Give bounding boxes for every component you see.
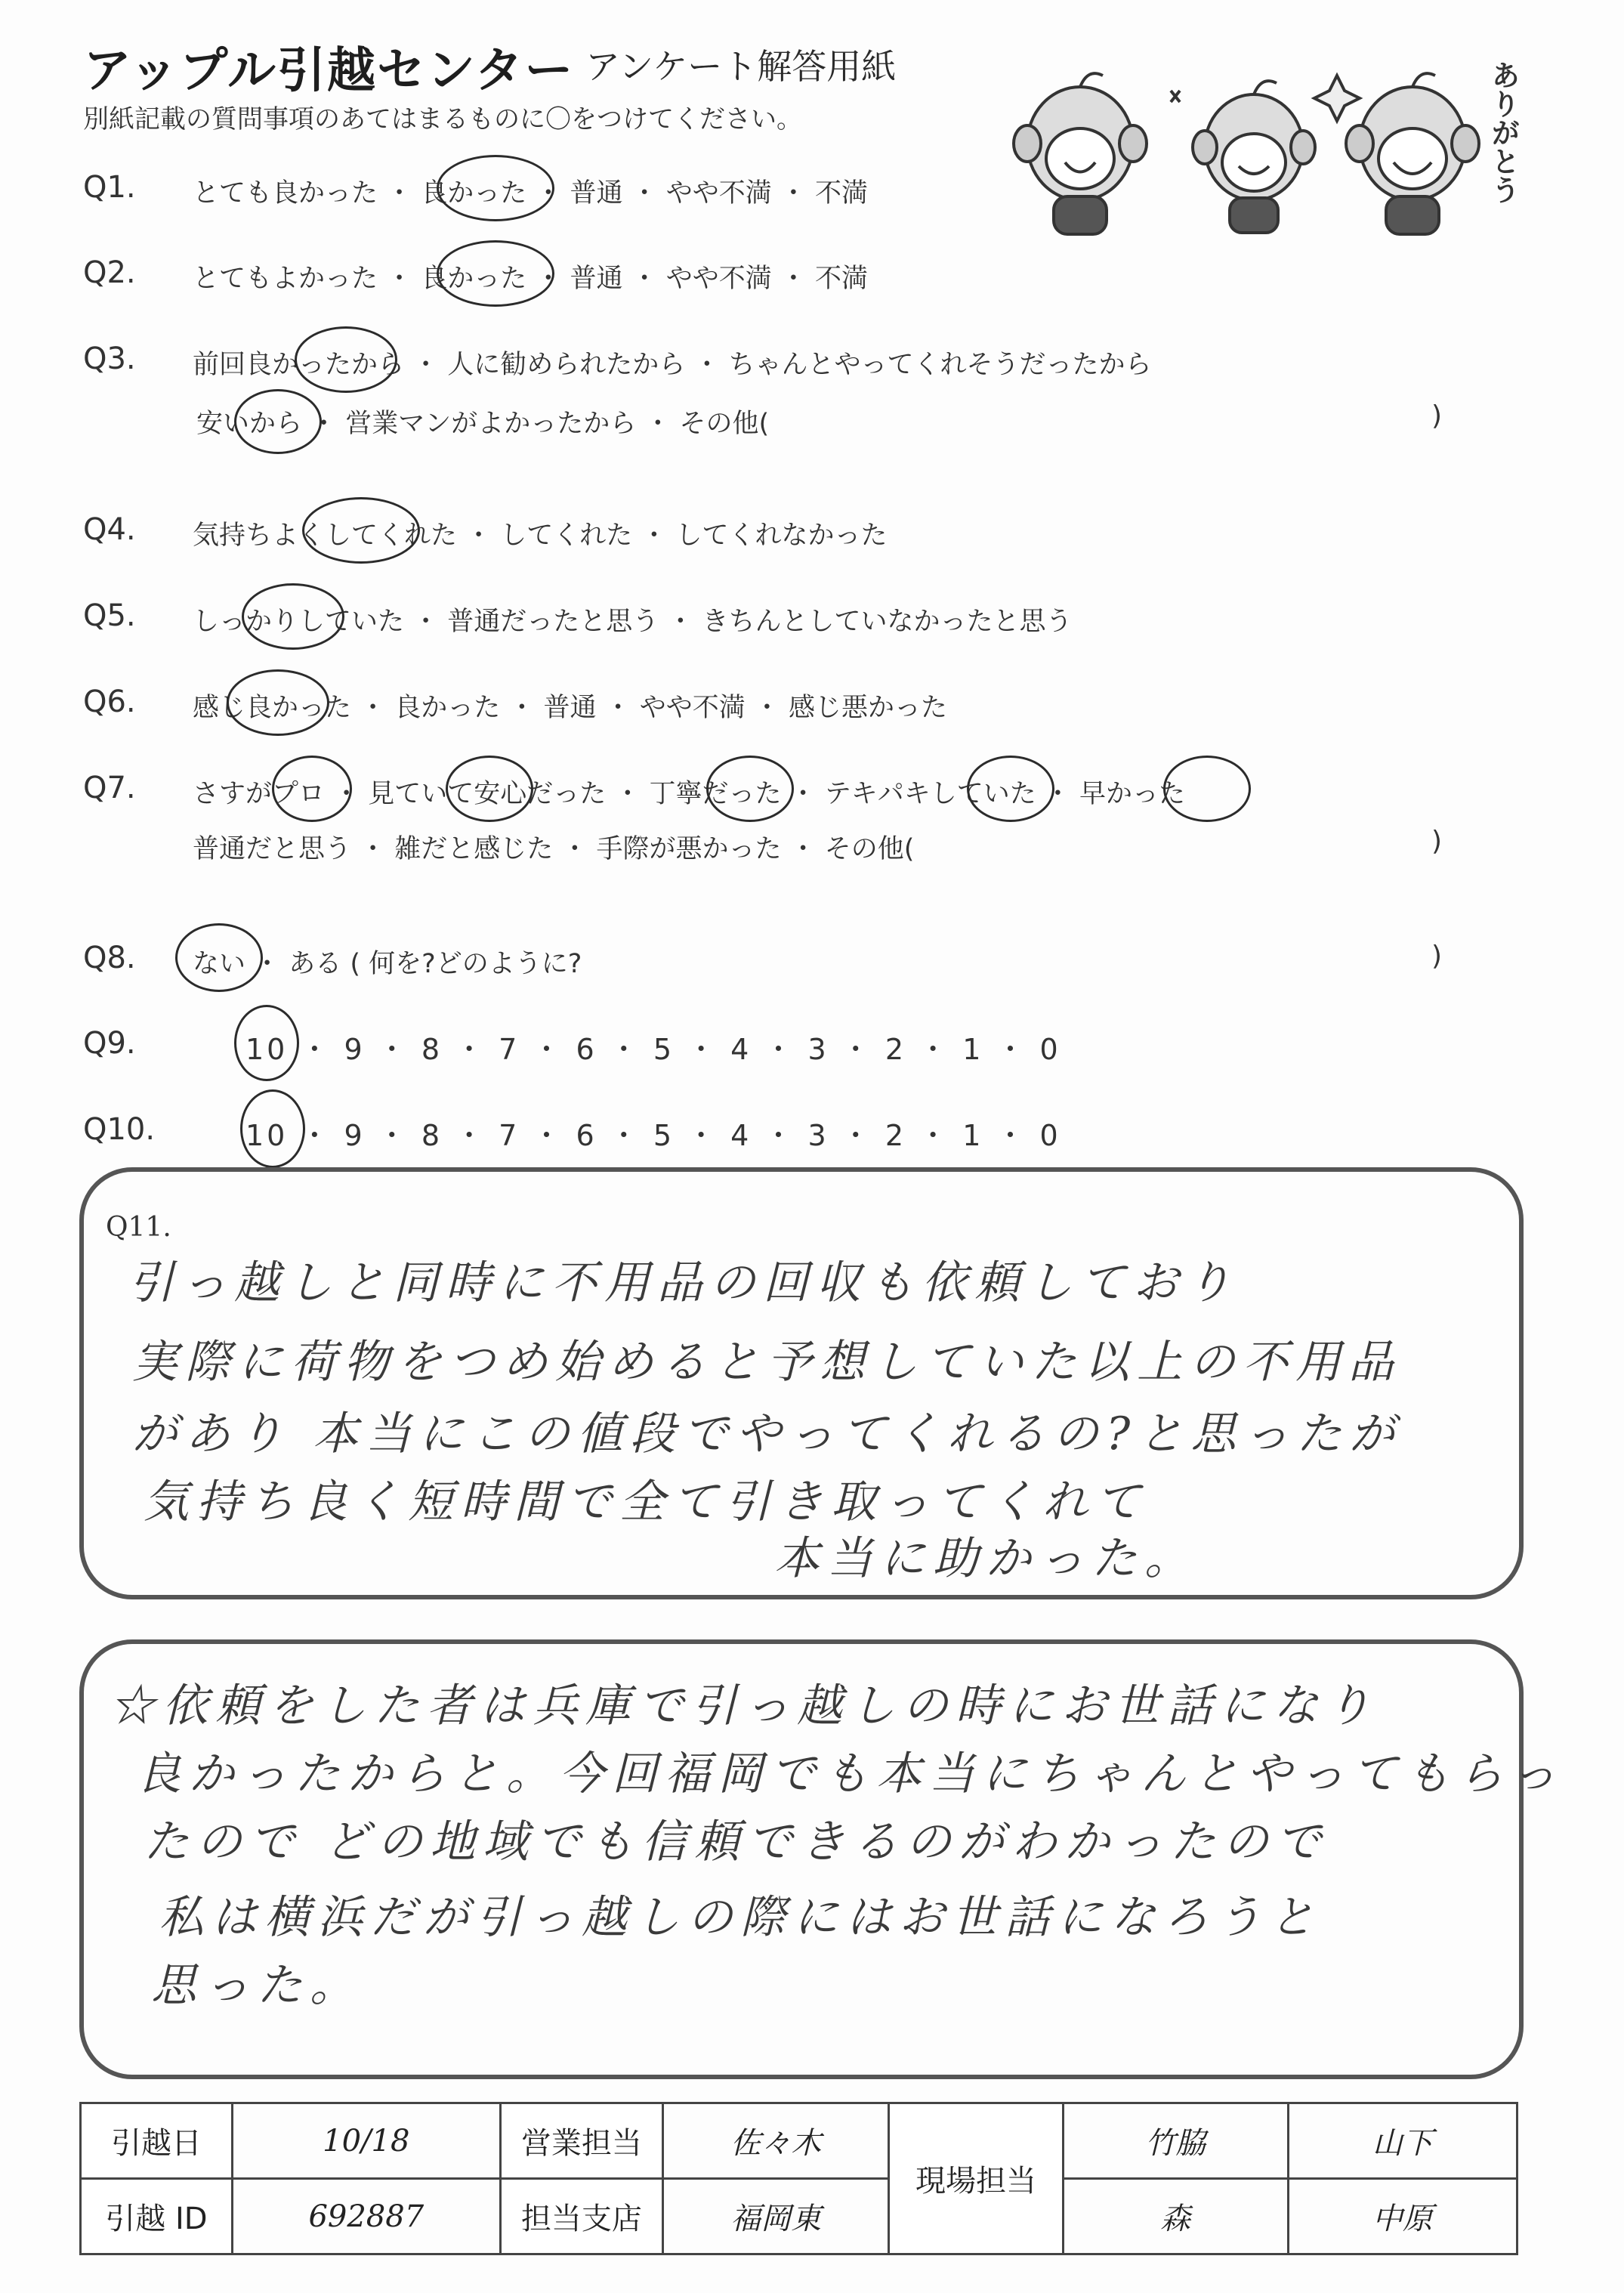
question-options-q3-line2[interactable]: 安いから ・ 営業マンがよかったから ・ その他( (196, 409, 770, 439)
mascot-thanks-text: ありがとう (1487, 60, 1520, 204)
question-label-q7: Q7. (83, 771, 136, 805)
rating-scale-q10[interactable]: 10 ・ 9 ・ 8 ・ 7 ・ 6 ・ 5 ・ 4 ・ 3 ・ 2 ・ 1 ・ 0 (245, 1119, 1061, 1152)
question-label-q1: Q1. (83, 170, 136, 205)
question-options-q7-line2[interactable]: 普通だと思う ・ 雑だと感じた ・ 手際が悪かった ・ その他( (193, 834, 915, 864)
mascot-illustration (982, 30, 1526, 242)
comment-line-4: 私は横浜だが引っ越しの際にはお世話になろうと (159, 1891, 1322, 1944)
q11-line-1: 引っ越しと同時に不用品の回収も依頼しており (128, 1256, 1239, 1309)
paren-close-q7: ) (1431, 826, 1443, 857)
q11-line-4: 気持ち良く短時間で全て引き取ってくれて (144, 1476, 1148, 1528)
question-label-q10: Q10. (83, 1112, 156, 1147)
question-options-q1[interactable]: とても良かった ・ 良かった ・ 普通 ・ やや不満 ・ 不満 (193, 178, 869, 209)
moving-id-label: 引越 ID (81, 2179, 233, 2254)
selection-circle-q7-e (1163, 756, 1251, 822)
site-staff-2[interactable]: 山下 (1288, 2103, 1517, 2179)
question-label-q2: Q2. (83, 255, 136, 290)
moving-info-table (79, 2102, 1518, 2255)
question-options-q6[interactable]: 感じ良かった ・ 良かった ・ 普通 ・ やや不満 ・ 感じ悪かった (193, 693, 948, 723)
comment-line-1: ☆依頼をした者は兵庫で引っ越しの時にお世話になり (110, 1680, 1379, 1732)
site-staff-1[interactable]: 竹脇 (1063, 2103, 1288, 2179)
site-staff-3[interactable]: 森 (1063, 2179, 1288, 2254)
question-options-q4[interactable]: 気持ちよくしてくれた ・ してくれた ・ してくれなかった (193, 521, 888, 551)
question-label-q9: Q9. (83, 1026, 136, 1061)
site-staff-4[interactable]: 中原 (1288, 2179, 1517, 2254)
question-label-q8: Q8. (83, 941, 136, 975)
question-label-q5: Q5. (83, 598, 136, 633)
question-options-q5[interactable]: しっかりしていた ・ 普通だったと思う ・ きちんとしていなかったと思う (193, 607, 1073, 637)
selection-circle-q1 (437, 155, 554, 221)
selection-circle-q7-b (446, 756, 533, 822)
comment-line-2: 良かったからと。今回福岡でも本当にちゃんとやってもらっ (136, 1748, 1564, 1800)
selection-circle-q7-c (706, 756, 794, 822)
question-options-q2[interactable]: とてもよかった ・ 良かった ・ 普通 ・ やや不満 ・ 不満 (193, 264, 869, 294)
moving-date-value[interactable]: 10/18 (232, 2103, 500, 2179)
selection-circle-q10 (240, 1089, 305, 1168)
form-title: アップル引越センター (83, 43, 575, 99)
question-options-q3-line1[interactable]: 前回良かったから ・ 人に勧められたから ・ ちゃんとやってくれそうだったから (193, 350, 1152, 380)
site-staff-label: 現場担当 (889, 2103, 1063, 2254)
instruction-text: 別紙記載の質問事項のあてはまるものに〇をつけてください。 (83, 104, 802, 134)
question-label-q4: Q4. (83, 512, 136, 547)
comment-line-5: 思った。 (151, 1959, 363, 2012)
selection-circle-q9 (234, 1005, 299, 1081)
question-options-q8[interactable]: ない ・ ある ( 何を?どのように? (193, 949, 582, 979)
comment-line-3: たので どの地域でも信頼できるのがわかったので (144, 1816, 1329, 1868)
selection-circle-q3-b (234, 389, 322, 454)
q11-line-5: 本当に助かった。 (774, 1532, 1197, 1585)
selection-circle-q2 (437, 240, 554, 307)
question-label-q3: Q3. (83, 341, 136, 376)
selection-circle-q3-a (295, 326, 397, 393)
q11-line-2: 実際に荷物をつめ始めると予想していた以上の不用品 (132, 1336, 1401, 1389)
form-subtitle: アンケート解答用紙 (585, 46, 897, 87)
moving-date-label: 引越日 (81, 2103, 233, 2179)
branch-value[interactable]: 福岡東 (663, 2179, 889, 2254)
moving-id-value[interactable]: 692887 (232, 2179, 500, 2254)
selection-circle-q5 (242, 583, 344, 650)
rating-scale-q9[interactable]: 10 ・ 9 ・ 8 ・ 7 ・ 6 ・ 5 ・ 4 ・ 3 ・ 2 ・ 1 ・ 0 (245, 1033, 1061, 1066)
selection-circle-q7-a (272, 756, 352, 822)
selection-circle-q4 (302, 497, 420, 564)
selection-circle-q8 (175, 923, 263, 992)
branch-label: 担当支店 (500, 2179, 662, 2254)
q11-line-3: があり 本当にこの値段でやってくれるの?と思ったが (132, 1408, 1403, 1460)
paren-close-q3: ) (1431, 400, 1443, 431)
question-label-q6: Q6. (83, 685, 136, 719)
question-options-q7-line1[interactable]: さすがプロ ・ 見ていて安心だった ・ 丁寧だった ・ テキパキしていた ・ 早かった (193, 779, 1186, 809)
sales-rep-value[interactable]: 佐々木 (663, 2103, 889, 2179)
selection-circle-q7-d (967, 756, 1054, 822)
paren-close-q8: ) (1431, 941, 1443, 972)
question-label-q11: Q11. (106, 1212, 171, 1243)
sales-rep-label: 営業担当 (500, 2103, 662, 2179)
selection-circle-q6 (227, 669, 329, 736)
